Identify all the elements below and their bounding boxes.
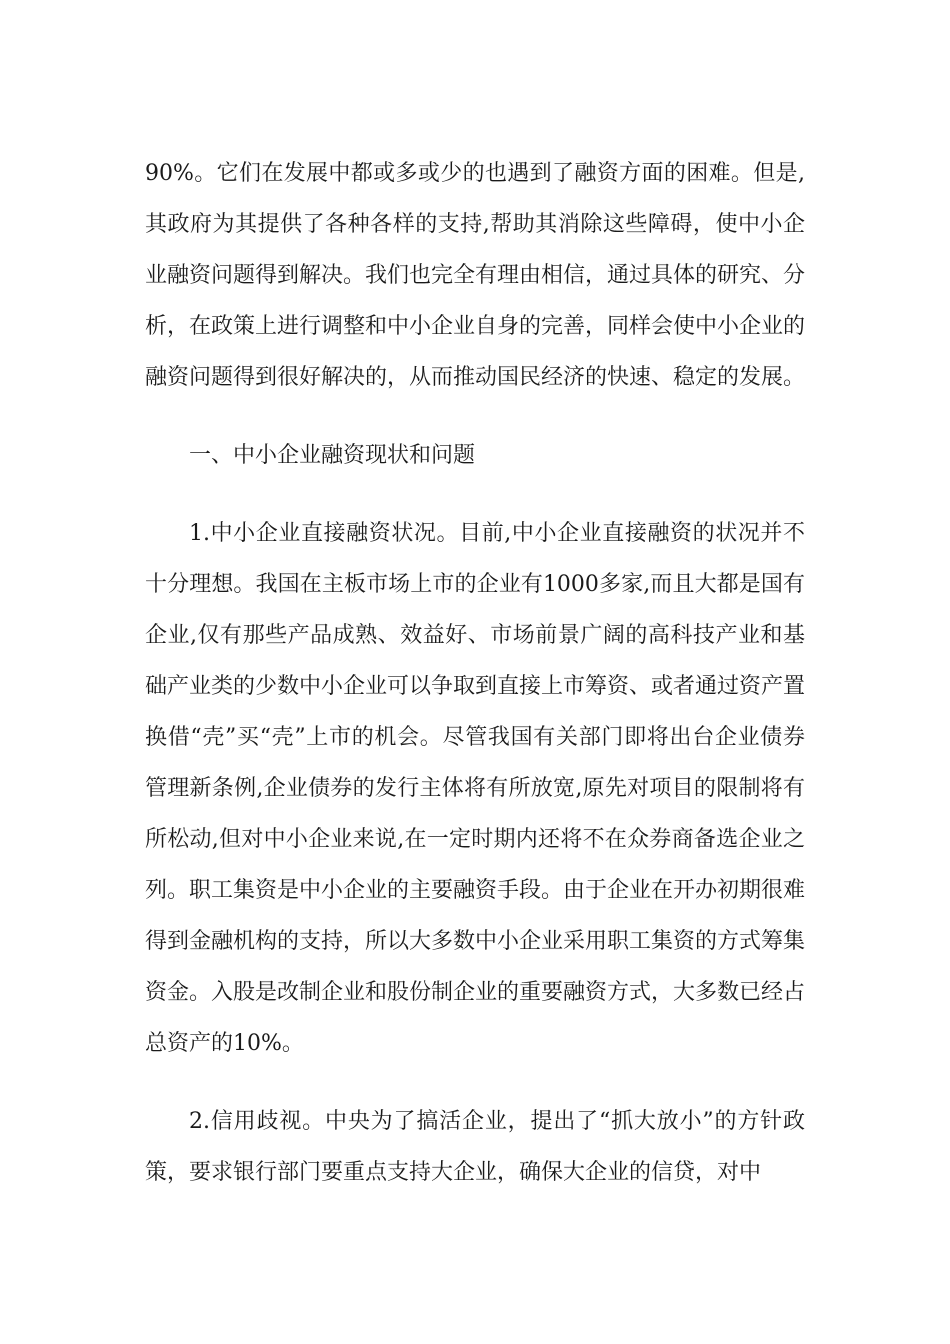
intro-paragraph: 90%。它们在发展中都或多或少的也遇到了融资方面的困难。但是,其政府为其提供了各种各样的支持,帮助其消除这些障碍，使中小企业融资问题得到解决。我们也完全有理由相信，通过具体的研究、分析，在政策上进行调整和中小企业自身的完善，同样会使中小企业的融资问题得到很好解决的，从而推动国民经济的快速、稳定的发展。	[145, 161, 806, 390]
section-heading: 一、中小企业融资现状和问题	[189, 443, 476, 468]
document-body	[145, 148, 805, 1225]
paragraph-credit-discrimination: 2.信用歧视。中央为了搞活企业，提出了“抓大放小”的方针政策，要求银行部门要重点支持大企业，确保大企业的信贷，对中	[145, 1109, 805, 1185]
paragraph-direct-financing: 1.中小企业直接融资状况。目前,中小企业直接融资的状况并不十分理想。我国在主板市场上市的企业有1000多家,而且大都是国有企业,仅有那些产品成熟、效益好、市场前景广阔的高科技产业和基础产业类的少数中小企业可以争取到直接上市筹资、或者通过资产置换借“壳”买“壳”上市的机会。尽管我国有关部门即将出台企业债券管理新条例,企业债券的发行主体将有所放宽,原先对项目的限制将有所松动,但对中小企业来说,在一定时期内还将不在众券商备选企业之列。职工集资是中小企业的主要融资手段。由于企业在开办初期很难得到金融机构的支持，所以大多数中小企业采用职工集资的方式筹集资金。入股是改制企业和股份制企业的重要融资方式，大多数已经占总资产的10%。	[145, 521, 806, 1056]
